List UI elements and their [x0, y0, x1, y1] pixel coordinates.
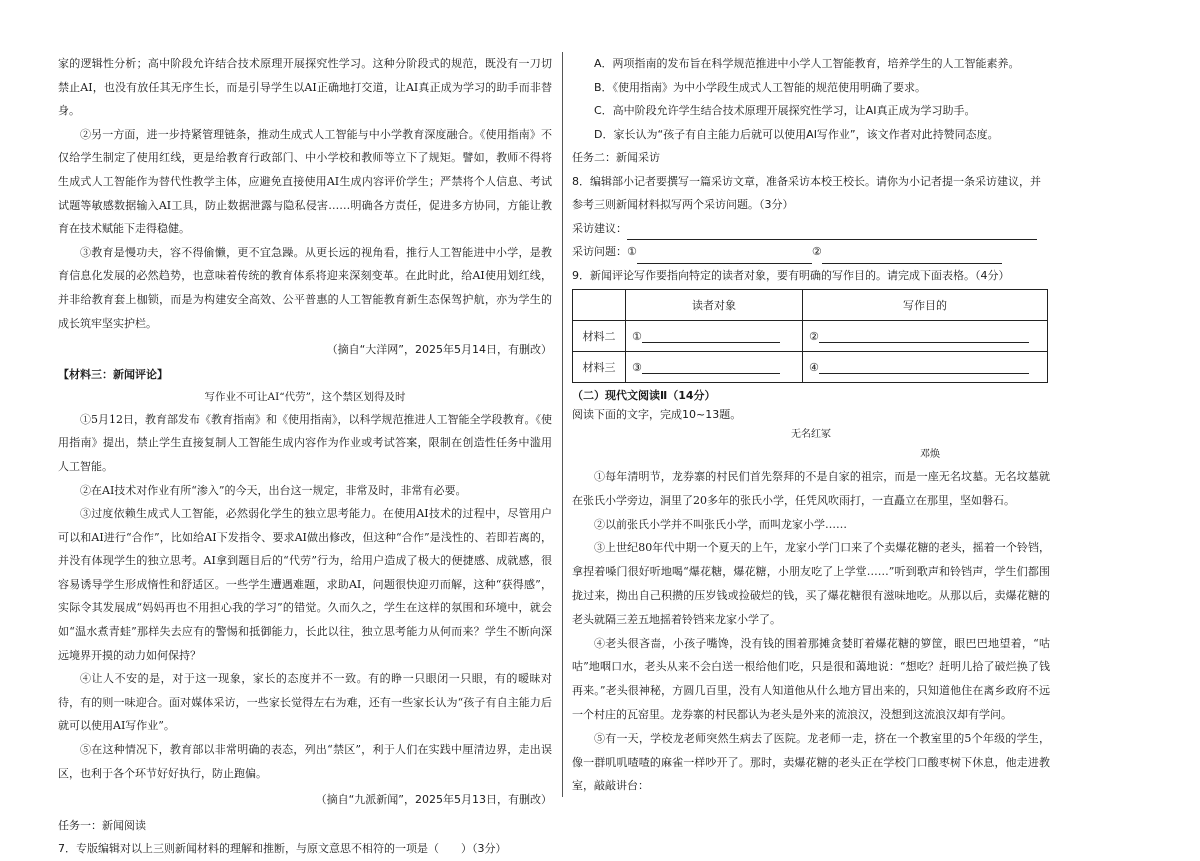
option-c: C．高中阶段允许学生结合技术原理开展探究性学习，让AI真正成为学习助手。: [594, 104, 976, 117]
article-title: 写作业不可让AI“代劳”，这个禁区划得及时: [204, 390, 406, 403]
paragraph: ④老头很吝啬，小孩子嘴馋，没有钱的围着那摊贪婪盯着爆花糖的箩筐，眼巴巴地望着，“咕咕”地咽口水，老头从来不会白送一根给他们吃，只是很和蔼地说：“想吃？赶明儿拾了破烂换了钱再来。”老头很神秘，方圆几百里，没有人知道他从什么地方冒出来的，只知道他住在离乡政府不远一个村庄的瓦窑里。龙券寨的村民都认为老头是外来的流浪汉，没想到这流浪汉却有学问。: [572, 636, 1050, 721]
paragraph: ⑤在这种情况下，教育部以非常明确的表态，列出“禁区”，利于人们在实践中厘清边界，走出误区，也利于各个环节好好执行，防止跑偏。: [58, 743, 552, 780]
task-heading: 任务二：新闻采访: [572, 151, 660, 164]
option-d: D．家长认为“孩子有自主能力后就可以使用AI写作业”，该文作者对此持赞同态度。: [594, 127, 999, 141]
table-cell[interactable]: ③: [626, 352, 803, 383]
table-header-purpose: 写作目的: [803, 290, 1048, 321]
question-9: 9．新闻评论写作要指向特定的读者对象，要有明确的写作目的。请完成下面表格。（4分）: [572, 268, 1010, 282]
right-column: [572, 52, 1050, 819]
reading-instruction: 阅读下面的文字，完成10~13题。: [572, 408, 742, 421]
question-label: 采访问题：: [572, 245, 627, 258]
question-fill-row: [572, 240, 1050, 264]
table-cell[interactable]: ②: [803, 321, 1048, 352]
paragraph: ①5月12日，教育部发布《教育指南》和《使用指南》，以科学规范推进人工智能全学段教育。《使用指南》提出，禁止学生直接复制人工智能生成内容作为作业或考试答案，限制在创造性任务中滥用人工智能。: [58, 412, 552, 473]
table-header-reader: 读者对象: [626, 290, 803, 321]
paragraph: ②以前张氏小学并不叫张氏小学，而叫龙家小学……: [594, 517, 847, 531]
paragraph: ③教育是慢功夫，容不得偷懒，更不宜急躁。从更长远的视角看，推行人工智能进中小学，是教育信息化发展的必然趋势，也意味着传统的教育体系将迎来深刻变革。在此时此，给AI使用划红线，并非给教育套上枷锁，而是为构建安全高效、公平普惠的人工智能教育新生态保驾护航，亦为学生的成长筑牢坚实护栏。: [58, 245, 552, 330]
column-divider: [562, 52, 563, 797]
left-column: [58, 52, 552, 856]
question-7: 7．专版编辑对以上三则新闻材料的理解和推断，与原文意思不相符的一项是（ ）（3分）: [58, 842, 507, 856]
suggestion-label: 采访建议：: [572, 221, 627, 235]
source-citation: （摘自“大洋网”，2025年5月14日，有删改）: [326, 343, 552, 357]
table-cell[interactable]: ④: [803, 352, 1048, 383]
story-author: 邓焕: [920, 449, 940, 460]
suggestion-fill-row: [572, 217, 1050, 241]
question-2-answer-line[interactable]: [822, 249, 1002, 264]
paragraph: 家的逻辑性分析；高中阶段允许结合技术原理开展探究性学习。这种分阶段式的规范，既没有一刀切禁止AI，也没有放任其无序生长，而是引导学生以AI正确地打交道，让AI真正成为学习的助手而非替身。: [58, 57, 552, 118]
option-b: B．《使用指南》为中小学段生成式人工智能的规范使用明确了要求。: [594, 80, 927, 94]
blank-marker: ①: [627, 245, 637, 258]
task-heading: 任务一：新闻阅读: [58, 818, 146, 832]
table-cell[interactable]: ①: [626, 321, 803, 352]
table-corner: [573, 290, 626, 321]
question-8: 8．编辑部小记者要撰写一篇采访文章，准备采访本校王校长。请你为小记者提一条采访建议，并参考三则新闻材料拟写两个采访问题。（3分）: [572, 174, 1041, 211]
question-1-answer-line[interactable]: [637, 249, 812, 264]
paragraph: ②另一方面，进一步持紧管理链条，推动生成式人工智能与中小学教育深度融合。《使用指南》不仅给学生制定了使用红线，更是给教育行政部门、中小学校和教师等立下了规矩。譬如，教师不得将生成式人工智能作为替代性教学主体，应避免直接使用AI生成内容评价学生；严禁将个人信息、考试试题等敏感数据输入AI工具，防止数据泄露与隐私侵害……明确各方责任，促进多方协同，方能让教育在技术赋能下走得稳健。: [58, 127, 552, 236]
paragraph: ③过度依赖生成式人工智能，必然弱化学生的独立思考能力。在使用AI技术的过程中，尽管用户可以和AI进行“合作”，比如给AI下发指令、要求AI做出修改，但这种“合作”是浅性的、若即若离的，并没有体现学生的独立思考。AI拿到题目后的“代劳”行为，给用户造成了极大的便捷感、成就感，很容易诱导学生形成惰性和舒适区。一些学生遭遇难题，求助AI，问题很快迎刃而解，这种“获得感”，实际令其发展成“妈妈再也不用担心我的学习”的错觉。久而久之，学生在这样的氛围和环境中，就会如“温水煮青蛙”那样失去应有的警惕和抵御能力，长此以往，独立思考能力从何而来？学生不断向深远境界开摸的动力如何保持？: [58, 507, 552, 662]
paragraph: ③上世纪80年代中期一个夏天的上午，龙家小学门口来了个卖爆花糖的老头，摇着一个铃铛，拿捏着嗓门很好听地喝“爆花糖，爆花糖，小朋友吃了上学堂……”听到歌声和铃铛声，学生们都围拢过来，拗出自己积攒的压岁钱或捡破烂的钱，买了爆花糖很有滋味地吃。从那以后，卖爆花糖的老头就隔三差五地摇着铃铛来龙家小学了。: [572, 541, 1050, 626]
paragraph: ②在AI技术对作业有所“渗入”的今天，出台这一规定，非常及时，非常有必要。: [80, 483, 467, 497]
table-row-label: 材料三: [573, 352, 626, 383]
story-title: 无名红冢: [791, 429, 831, 440]
blank-marker: ②: [811, 245, 822, 258]
paragraph: ⑤有一天，学校龙老师突然生病去了医院。龙老师一走，挤在一个教室里的5个年级的学生，像一群叽叽喳喳的麻雀一样吵开了。那时，卖爆花糖的老头正在学校门口酸枣树下休息，他走进教室，敲敲讲台：: [572, 731, 1050, 793]
paragraph: ④让人不安的是，对于这一现象，家长的态度并不一致。有的睁一只眼闭一只眼，有的暧昧对待，有的则一味迎合。面对媒体采访，一些家长觉得左右为难，还有一些家长认为“孩子有自主能力后就可以使用AI写作业”。: [58, 672, 552, 733]
answer-table: [572, 289, 1048, 383]
table-row-label: 材料二: [573, 321, 626, 352]
material-heading: 【材料三：新闻评论】: [58, 367, 168, 381]
suggestion-answer-line[interactable]: [627, 225, 1037, 240]
source-citation: （摘自“九派新闻”，2025年5月13日，有删改）: [315, 793, 552, 807]
section-heading: （二）现代文阅读Ⅱ（14分）: [572, 389, 716, 402]
option-a: A．两项指南的发布旨在科学规范推进中小学人工智能教育，培养学生的人工智能素养。: [594, 57, 1020, 70]
paragraph: ①每年清明节，龙券寨的村民们首先祭拜的不是自家的祖宗，而是一座无名坟墓。无名坟墓就在张氏小学旁边，洞里了20多年的张氏小学，任凭风吹雨打，一直矗立在那里，坚如磐石。: [572, 470, 1050, 507]
